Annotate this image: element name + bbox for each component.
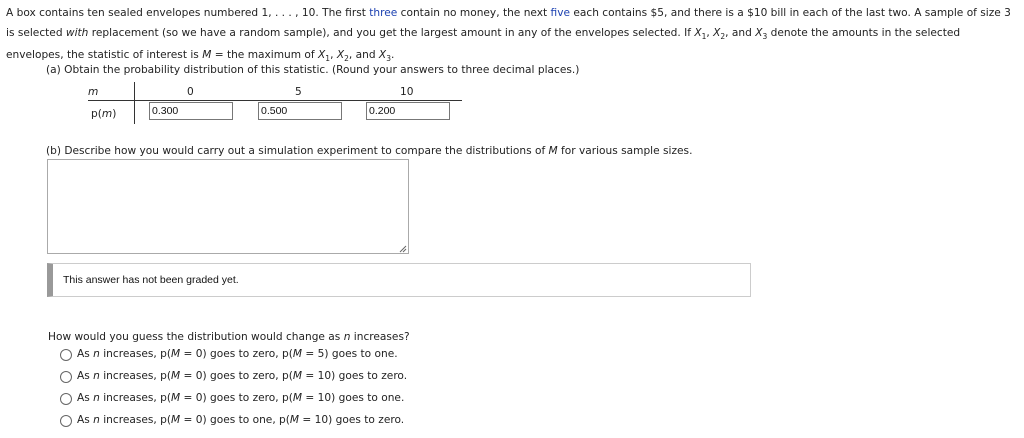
part-a-label: (a) Obtain the probability distribution of this statistic. (Round your answers to three decimal places.) bbox=[46, 64, 580, 76]
intro-text: , bbox=[330, 49, 337, 61]
highlight-three: three bbox=[369, 7, 398, 19]
option-label: As n increases, p(M = 0) goes to zero, p(M = 10) goes to zero. bbox=[77, 370, 408, 382]
grading-status-box bbox=[47, 263, 751, 297]
p-value-input-0[interactable]: 0.300 bbox=[149, 102, 233, 120]
subscript: 2 bbox=[720, 31, 726, 41]
intro-text: denote the amounts in the selected envelopes, the statistic of interest is bbox=[6, 26, 961, 61]
subscript: 3 bbox=[762, 31, 768, 41]
subscript: 1 bbox=[325, 54, 331, 63]
intro-text: each contains $5, and there is a $10 bill in each of the last two. A sample of size 3 is selected bbox=[6, 7, 1011, 39]
var-x: X bbox=[755, 26, 763, 39]
intro-text: = the maximum of bbox=[211, 49, 319, 61]
var-x: X bbox=[336, 49, 345, 61]
radio-button[interactable] bbox=[60, 415, 72, 427]
option-label: As n increases, p(M = 0) goes to zero, p(M = 10) goes to one. bbox=[77, 392, 405, 404]
option-label: As n increases, p(M = 0) goes to zero, p(M = 5) goes to one. bbox=[77, 348, 398, 360]
radio-button[interactable] bbox=[60, 371, 72, 383]
question-text bbox=[48, 331, 410, 343]
var-m: M bbox=[548, 145, 558, 157]
p-header: p(m) bbox=[91, 108, 117, 120]
grading-status-text: This answer has not been graded yet. bbox=[63, 274, 239, 286]
var-x: X bbox=[318, 49, 326, 61]
question-text-part: increases? bbox=[350, 331, 410, 343]
var-x: X bbox=[713, 26, 721, 39]
simulation-answer-textarea[interactable] bbox=[47, 159, 409, 254]
question-text-part: How would you guess the distribution would change as bbox=[48, 331, 344, 343]
radio-button[interactable] bbox=[60, 349, 72, 361]
p-value-input-10[interactable]: 0.200 bbox=[366, 102, 450, 120]
m-header: m bbox=[88, 86, 99, 98]
subscript: 1 bbox=[701, 31, 707, 41]
var-m: M bbox=[202, 49, 212, 61]
table-divider-vertical bbox=[134, 82, 135, 124]
part-b-label bbox=[46, 145, 692, 157]
intro-text: , and bbox=[348, 49, 379, 61]
var-x: X bbox=[378, 49, 387, 61]
intro-text: . bbox=[390, 49, 395, 61]
intro-text: contain no money, the next bbox=[397, 7, 551, 19]
col-header-5: 5 bbox=[295, 86, 302, 98]
intro-text: A box contains ten sealed envelopes numbered 1, . . . , 10. The first bbox=[6, 7, 370, 19]
intro-text: replacement (so we have a random sample), and you get the largest amount in any of the envelopes selected. If bbox=[88, 26, 695, 39]
radio-button[interactable] bbox=[60, 393, 72, 405]
highlight-five: five bbox=[550, 7, 570, 19]
var-x: X bbox=[694, 26, 702, 39]
part-b-text: (b) Describe how you would carry out a simulation experiment to compare the distributions of bbox=[46, 145, 549, 157]
table-divider bbox=[88, 100, 462, 101]
part-b-text: for various sample sizes. bbox=[557, 145, 693, 157]
subscript: 2 bbox=[344, 54, 349, 63]
var-n: n bbox=[343, 331, 351, 343]
col-header-0: 0 bbox=[187, 86, 194, 98]
intro-text: , bbox=[706, 26, 714, 39]
p-value-input-5[interactable]: 0.500 bbox=[258, 102, 342, 120]
resize-handle-icon[interactable] bbox=[399, 244, 407, 252]
subscript: 3 bbox=[386, 54, 391, 63]
col-header-10: 10 bbox=[400, 86, 414, 98]
intro-italic-with: with bbox=[65, 26, 89, 39]
option-label: As n increases, p(M = 0) goes to one, p(M = 10) goes to zero. bbox=[77, 414, 405, 426]
intro-text: , and bbox=[725, 26, 756, 39]
problem-intro bbox=[6, 4, 1020, 69]
